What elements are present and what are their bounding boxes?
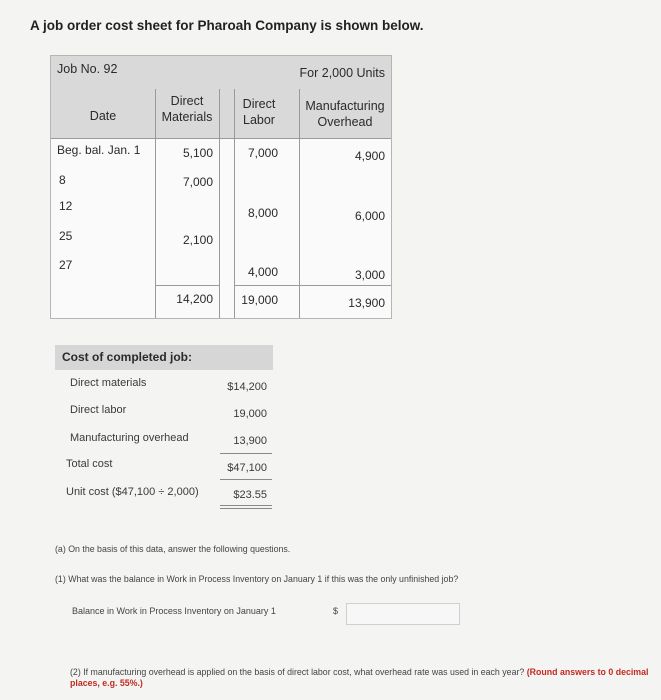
header-manufacturing-overhead: Manufacturing Overhead — [305, 99, 385, 129]
currency-symbol: $ — [333, 606, 339, 616]
row-moh: 6,000 — [354, 209, 385, 223]
completed-job-header — [55, 345, 273, 370]
row-dm: 5,100 — [182, 146, 213, 160]
row-moh: 3,000 — [354, 268, 385, 282]
row-date: 25 — [59, 229, 73, 243]
row-date: 8 — [59, 173, 66, 187]
total-cost-value: $47,100 — [227, 462, 267, 474]
total-dm: 14,200 — [176, 292, 213, 306]
header-date: Date — [89, 109, 117, 123]
completed-moh-label: Manufacturing overhead — [70, 432, 189, 444]
row-dl: 4,000 — [247, 265, 278, 279]
intro-text: A job order cost sheet for Pharoah Company is shown below. — [30, 18, 424, 33]
completed-moh-value: 13,900 — [233, 435, 267, 447]
row-moh: 4,900 — [354, 149, 385, 163]
balance-input[interactable] — [346, 603, 460, 625]
row-date: 27 — [59, 258, 73, 272]
header-direct-labor: Direct Labor — [242, 97, 276, 127]
header-direct-materials: Direct Materials — [161, 94, 213, 124]
total-dl: 19,000 — [241, 293, 278, 307]
completed-dl-value: 19,000 — [233, 408, 267, 420]
row-date: 12 — [59, 199, 73, 213]
unit-cost-label: Unit cost ($47,100 ÷ 2,000) — [66, 486, 199, 498]
row-date: Beg. bal. Jan. 1 — [57, 143, 141, 157]
completed-dl-label: Direct labor — [70, 404, 127, 416]
total-cost-label: Total cost — [66, 458, 113, 470]
rounding-note: (Round answers to 0 decimal places, e.g. 55%.) — [70, 667, 649, 688]
total-moh: 13,900 — [348, 296, 385, 310]
job-number: Job No. 92 — [57, 62, 118, 76]
row-dm: 7,000 — [182, 175, 213, 189]
row-dl: 8,000 — [247, 206, 278, 220]
row-dl: 7,000 — [247, 146, 278, 160]
completed-job-title: Cost of completed job: — [62, 350, 192, 364]
completed-dm-value: $14,200 — [227, 381, 267, 393]
question-1: (1) What was the balance in Work in Process Inventory on January 1 if this was the only unfinished job? — [55, 574, 459, 584]
completed-dm-label: Direct materials — [70, 377, 147, 389]
row-dm: 2,100 — [182, 233, 213, 247]
job-order-cost-sheet — [50, 55, 392, 319]
unit-cost-value: $23.55 — [233, 489, 267, 501]
question-2: (2) If manufacturing overhead is applied on the basis of direct labor cost, what overhead rate was used in each year? (Round answers to 0 decimal places, e.g. 55%.) — [70, 667, 649, 688]
question-a: (a) On the basis of this data, answer the following questions. — [55, 544, 291, 554]
balance-label: Balance in Work in Process Inventory on January 1 — [72, 606, 276, 616]
units-label: For 2,000 Units — [299, 66, 385, 80]
